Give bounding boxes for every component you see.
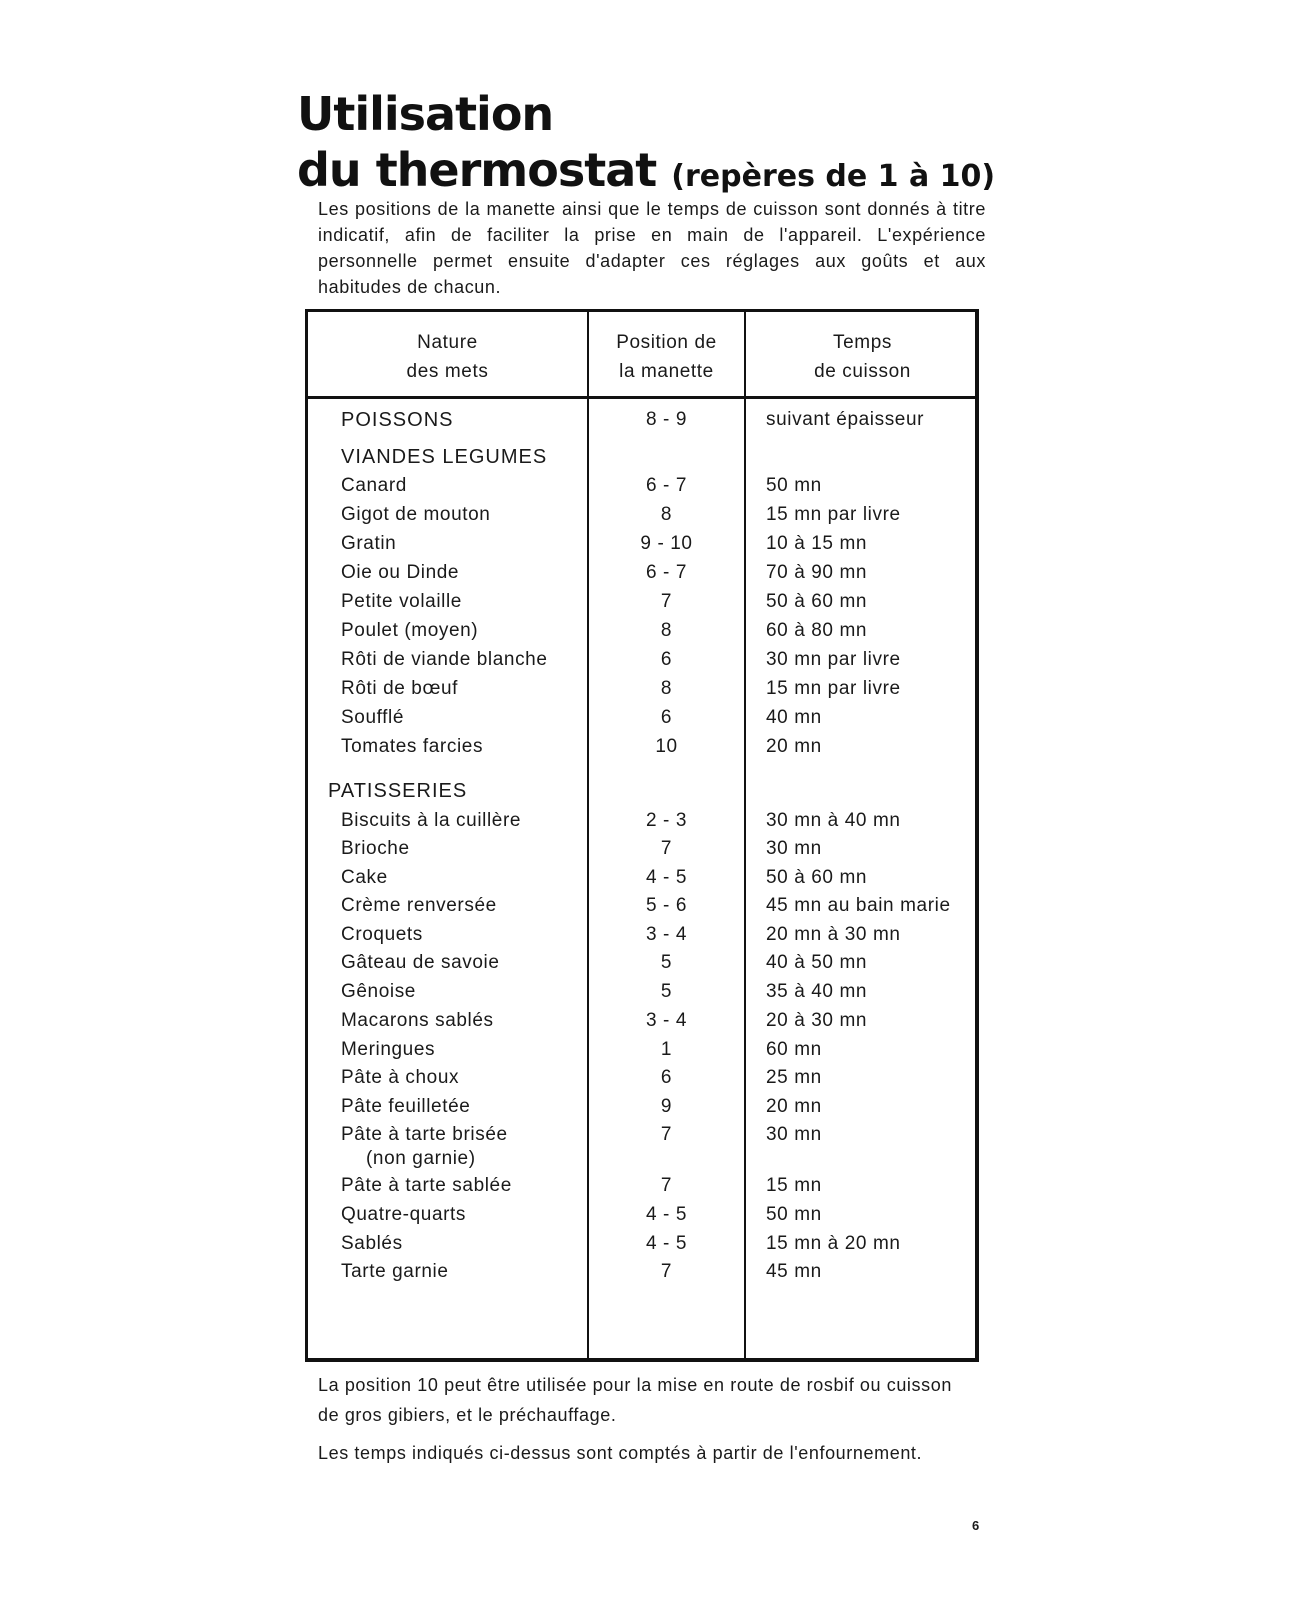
cell-time: 30 mn par livre: [766, 649, 901, 670]
dish-name: PATISSERIES: [328, 780, 468, 802]
cell-time: 40 à 50 mn: [766, 952, 868, 973]
cell-nature: [341, 561, 587, 585]
cell-position: 2 - 3: [645, 810, 688, 831]
dish-name: Macarons sablés: [341, 1010, 494, 1031]
cell-nature: [341, 590, 587, 614]
cell-time: 30 mn: [766, 1124, 822, 1145]
dish-name: Tarte garnie: [341, 1261, 449, 1282]
cell-time: 60 mn: [766, 1039, 822, 1060]
cell-time: 50 à 60 mn: [766, 591, 868, 612]
header-nature-des-mets: [308, 328, 587, 386]
cell-position: 8: [660, 504, 673, 525]
dish-name: Pâte à tarte brisée: [341, 1124, 508, 1145]
cell-time: 25 mn: [766, 1067, 822, 1088]
dish-name: Rôti de bœuf: [341, 678, 459, 699]
cell-position: 8 - 9: [645, 409, 688, 430]
page-number: 6: [972, 1518, 980, 1533]
cell-position: 7: [660, 838, 673, 859]
dish-name: Rôti de viande blanche: [341, 649, 548, 670]
header-line: Temps: [833, 332, 892, 353]
cell-time: 45 mn: [766, 1261, 822, 1282]
dish-note: (non garnie): [366, 1148, 476, 1169]
cell-time: 50 mn: [766, 475, 822, 496]
cell-time: 30 mn à 40 mn: [766, 810, 901, 831]
cell-position: 1: [660, 1039, 673, 1060]
cell-time: 35 à 40 mn: [766, 981, 868, 1002]
cell-nature: [341, 894, 587, 918]
cell-position: 7: [660, 1124, 673, 1145]
cell-position: 6 - 7: [645, 475, 688, 496]
cell-time: 70 à 90 mn: [766, 562, 868, 583]
dish-name: Crème renversée: [341, 895, 497, 916]
cell-position: 10: [655, 736, 678, 757]
cell-position: 5: [660, 952, 673, 973]
dish-name: Gratin: [341, 533, 397, 554]
cell-time: 15 mn: [766, 1175, 822, 1196]
dish-name: Biscuits à la cuillère: [341, 810, 522, 831]
cell-nature: [341, 706, 587, 730]
cell-position: 8: [660, 620, 673, 641]
cell-nature: [341, 809, 587, 833]
header-line: Position de: [616, 332, 717, 353]
cell-position: 5 - 6: [645, 895, 688, 916]
header-line: la manette: [619, 361, 714, 382]
footnotes: [318, 1370, 958, 1476]
header-line: des mets: [406, 361, 489, 382]
dish-name: Poulet (moyen): [341, 620, 479, 641]
dish-name: Pâte à tarte sablée: [341, 1175, 512, 1196]
dish-name: Croquets: [341, 924, 423, 945]
cell-nature: [341, 1174, 587, 1198]
cell-position: 5: [660, 981, 673, 1002]
cell-position: 7: [660, 591, 673, 612]
cell-time: 60 à 80 mn: [766, 620, 868, 641]
cell-position: 3 - 4: [645, 924, 688, 945]
cell-nature: [341, 1066, 587, 1090]
cell-position: 7: [660, 1175, 673, 1196]
cell-time: 20 mn: [766, 736, 822, 757]
cell-position: 8: [660, 678, 673, 699]
cell-position: 6: [660, 1067, 673, 1088]
cell-nature: [341, 923, 587, 947]
cell-time: 10 à 15 mn: [766, 533, 868, 554]
cell-nature: [341, 1123, 587, 1171]
cell-position: 9: [660, 1096, 673, 1117]
cell-nature: [341, 619, 587, 643]
header-position-manette: [589, 328, 744, 386]
title-line-1: Utilisation: [297, 87, 554, 141]
cell-position: 4 - 5: [645, 1204, 688, 1225]
page-title: [297, 86, 995, 205]
dish-name: Canard: [341, 475, 407, 496]
cell-time: 20 mn à 30 mn: [766, 924, 901, 945]
cell-time: 15 mn à 20 mn: [766, 1233, 901, 1254]
footnote: La position 10 peut être utilisée pour la mise en route de rosbif ou cuisson de gros gibiers, et le préchauffage.: [318, 1375, 952, 1425]
cell-nature: [341, 1203, 587, 1227]
dish-name: Gâteau de savoie: [341, 952, 500, 973]
cell-time: 50 à 60 mn: [766, 867, 868, 888]
cell-position: 7: [660, 1261, 673, 1282]
cell-nature: [341, 951, 587, 975]
footnote: Les temps indiqués ci-dessus sont comptés à partir de l'enfournement.: [318, 1443, 923, 1463]
cell-position: 6: [660, 707, 673, 728]
cell-position: 6: [660, 649, 673, 670]
column-divider-2: [744, 312, 746, 1358]
dish-name: VIANDES LEGUMES: [341, 446, 548, 468]
title-subtitle: (repères de 1 à 10): [671, 159, 996, 194]
intro-paragraph: Les positions de la manette ainsi que le temps de cuisson sont donnés à titre indicatif, afin de faciliter la prise en main de l'appareil. L'expérience personnelle permet ensuite d'adapter ces réglages aux goûts et aux habitudes de chacun.: [318, 199, 986, 297]
dish-name: Quatre-quarts: [341, 1204, 467, 1225]
cell-nature: [341, 866, 587, 890]
cell-nature: [341, 532, 587, 556]
cell-time: 40 mn: [766, 707, 822, 728]
cell-time: 20 mn: [766, 1096, 822, 1117]
cell-position: 4 - 5: [645, 1233, 688, 1254]
cell-time: 30 mn: [766, 838, 822, 859]
cell-time: suivant épaisseur: [766, 409, 925, 430]
column-divider-1: [587, 312, 589, 1358]
header-divider: [308, 396, 975, 399]
thermostat-table: [305, 309, 979, 1362]
cell-position: 6 - 7: [645, 562, 688, 583]
cell-nature: [341, 408, 587, 432]
cell-nature: [341, 445, 587, 469]
header-line: de cuisson: [814, 361, 911, 382]
cell-position: 4 - 5: [645, 867, 688, 888]
cell-time: 15 mn par livre: [766, 504, 901, 525]
cell-time: 50 mn: [766, 1204, 822, 1225]
dish-name: Meringues: [341, 1039, 436, 1060]
cell-position: 3 - 4: [645, 1010, 688, 1031]
dish-name: Tomates farcies: [341, 736, 484, 757]
dish-name: Pâte feuilletée: [341, 1096, 471, 1117]
dish-name: Gênoise: [341, 981, 416, 1002]
dish-name: POISSONS: [341, 409, 454, 431]
dish-name: Pâte à choux: [341, 1067, 460, 1088]
dish-name: Oie ou Dinde: [341, 562, 460, 583]
cell-position: 9 - 10: [640, 533, 693, 554]
cell-nature: [341, 980, 587, 1004]
dish-name: Brioche: [341, 838, 410, 859]
dish-name: Soufflé: [341, 707, 405, 728]
cell-nature: [341, 503, 587, 527]
cell-time: 20 à 30 mn: [766, 1010, 868, 1031]
cell-time: 45 mn au bain marie: [766, 895, 951, 916]
cell-nature: [341, 474, 587, 498]
cell-nature: [341, 648, 587, 672]
cell-nature: [341, 1095, 587, 1119]
dish-name: Gigot de mouton: [341, 504, 491, 525]
cell-nature: [341, 677, 587, 701]
dish-name: Cake: [341, 867, 388, 888]
dish-name: Sablés: [341, 1233, 403, 1254]
cell-nature: [328, 779, 574, 803]
cell-time: 15 mn par livre: [766, 678, 901, 699]
cell-nature: [341, 1232, 587, 1256]
cell-nature: [341, 735, 587, 759]
cell-nature: [341, 837, 587, 861]
cell-nature: [341, 1009, 587, 1033]
dish-name: Petite volaille: [341, 591, 462, 612]
cell-nature: [341, 1260, 587, 1284]
title-line-2: du thermostat: [297, 143, 657, 197]
cell-nature: [341, 1038, 587, 1062]
header-line: Nature: [417, 332, 478, 353]
header-temps-cuisson: [746, 328, 979, 386]
